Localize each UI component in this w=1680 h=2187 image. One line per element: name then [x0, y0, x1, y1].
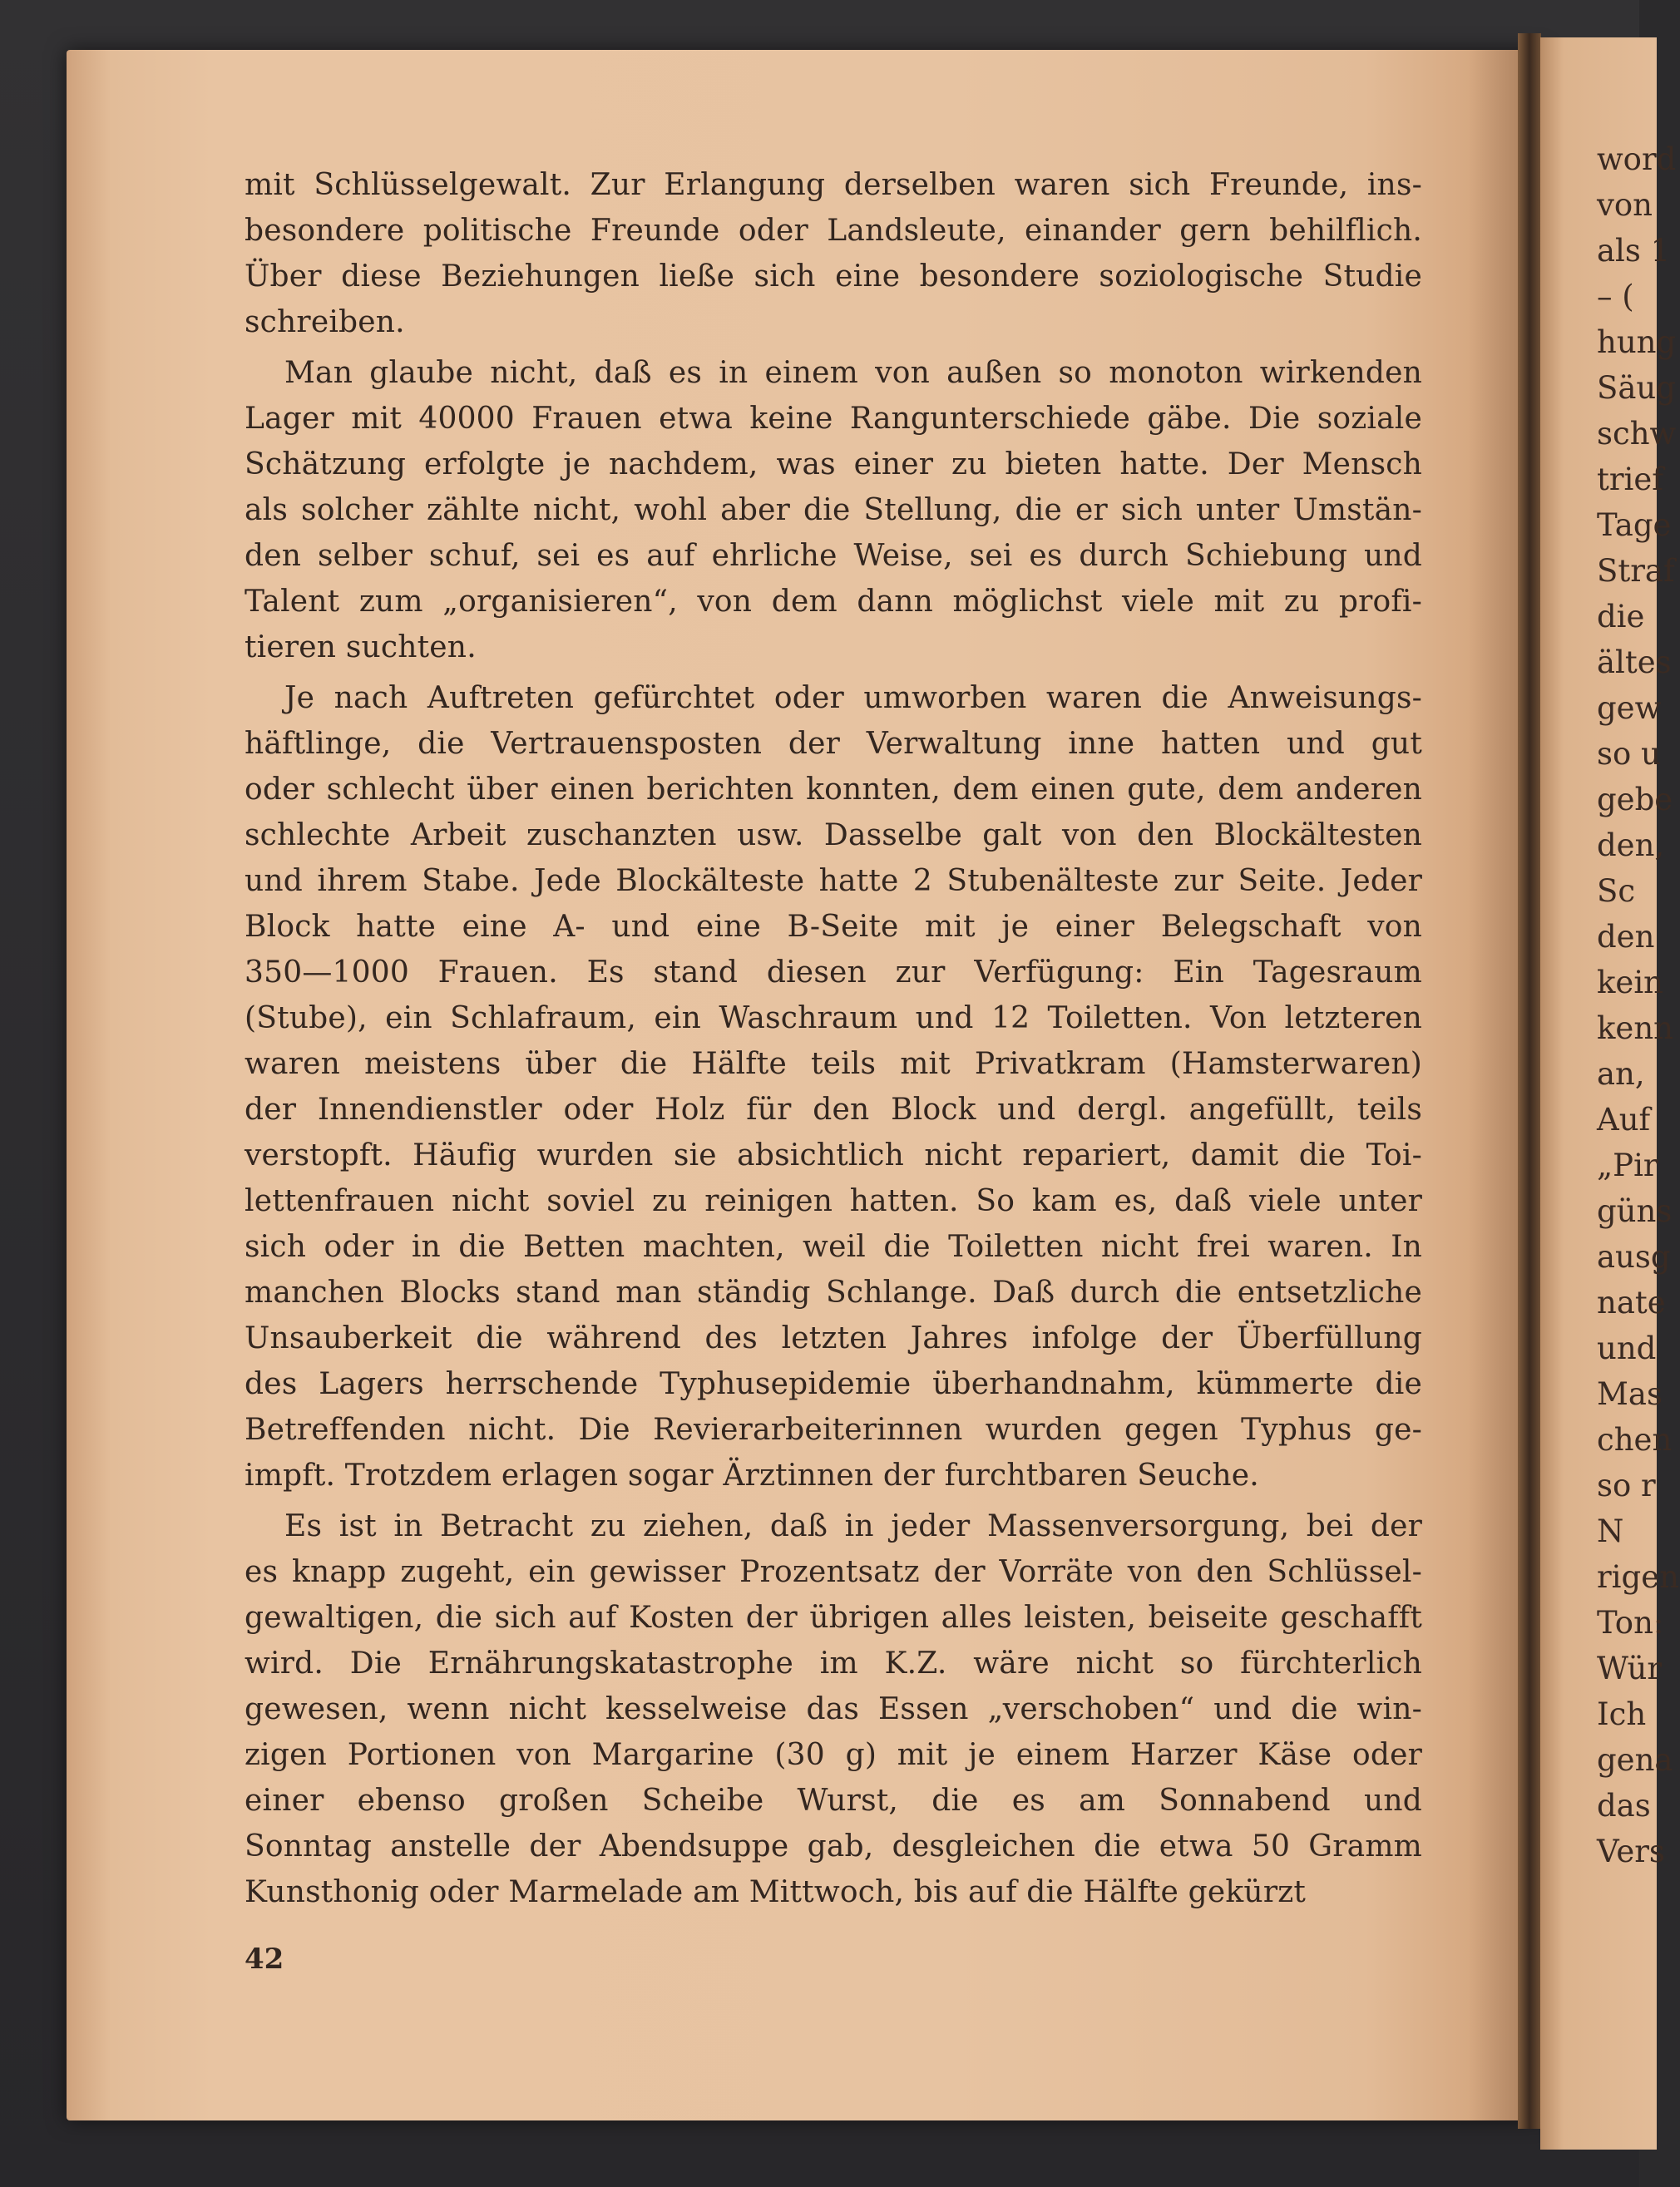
right-page-fragment: und: [1597, 1330, 1657, 1366]
right-page-fragment: hung: [1597, 324, 1677, 360]
text-line: und ihrem Stabe. Jede Blockälteste hatte 2 Stubenälteste zur Seite. Jeder: [245, 864, 1422, 898]
paragraph: [245, 162, 1422, 345]
right-page-fragment: nate: [1597, 1285, 1666, 1321]
right-page-fragment: von: [1597, 187, 1653, 223]
text-line: (Stube), ein Schlafraum, ein Waschraum und 12 Toiletten. Von letzteren: [245, 1001, 1422, 1035]
text-line: sich oder in die Betten machten, weil die Toiletten nicht frei waren. In: [245, 1230, 1422, 1264]
right-page-fragment: Säug: [1597, 370, 1676, 406]
text-line: gewesen, wenn nicht kesselweise das Essen „verschoben“ und die win-: [245, 1692, 1422, 1726]
right-page-fragment: Ton:: [1597, 1605, 1664, 1641]
text-line: als solcher zählte nicht, wohl aber die Stellung, die er sich unter Umstän-: [245, 493, 1422, 527]
paragraph: [245, 675, 1422, 1498]
text-line: Schätzung erfolgte je nachdem, was einer zu bieten hatte. Der Mensch: [245, 447, 1422, 481]
right-page-fragment: Straf: [1597, 553, 1675, 589]
text-line: waren meistens über die Hälfte teils mit Privatkram (Hamsterwaren): [245, 1047, 1422, 1081]
text-line: gewaltigen, die sich auf Kosten der übrigen alles leisten, beiseite geschafft: [245, 1601, 1422, 1635]
right-page-fragment: Ich: [1597, 1696, 1647, 1732]
paragraph: [245, 350, 1422, 670]
right-page-fragment: word: [1597, 141, 1677, 177]
page-number: 42: [245, 1943, 284, 1976]
right-page-fragment: so r: [1597, 1468, 1656, 1503]
book-gutter: [1518, 33, 1541, 2129]
text-line: Man glaube nicht, daß es in einem von außen so monoton wirkenden: [284, 356, 1422, 390]
right-page-fragment: gew: [1597, 690, 1662, 726]
text-line: Kunsthonig oder Marmelade am Mittwoch, bis auf die Hälfte gekürzt: [245, 1875, 1307, 1909]
right-page-fragment: kein: [1597, 965, 1663, 1000]
text-line: zigen Portionen von Margarine (30 g) mit je einem Harzer Käse oder: [245, 1738, 1422, 1772]
text-line: der Innendienstler oder Holz für den Block und dergl. angefüllt, teils: [245, 1093, 1422, 1127]
text-line: impft. Trotzdem erlagen sogar Ärztinnen der furchtbaren Seuche.: [245, 1459, 1259, 1493]
right-page-fragment: Tage: [1597, 507, 1672, 543]
right-page-fragment: ausg: [1597, 1239, 1671, 1275]
text-line: 350—1000 Frauen. Es stand diesen zur Verfügung: Ein Tagesraum: [245, 955, 1422, 990]
text-line: verstopft. Häufig wurden sie absichtlich nicht repariert, damit die Toi-: [245, 1138, 1422, 1172]
text-line: häftlinge, die Vertrauensposten der Verwaltung inne hatten und gut: [245, 727, 1422, 761]
right-page-fragment: gena: [1597, 1742, 1673, 1778]
text-line: Es ist in Betracht zu ziehen, daß in jeder Massenversorgung, bei der: [284, 1509, 1422, 1543]
text-line: schlechte Arbeit zuschanzten usw. Dasselbe galt von den Blockältesten: [245, 818, 1422, 852]
text-line: einer ebenso großen Scheibe Wurst, die es am Sonnabend und: [245, 1784, 1422, 1818]
right-page-edge: [1540, 37, 1679, 2150]
right-page-fragment: rigen: [1597, 1559, 1679, 1595]
right-page-fragment: den: [1597, 919, 1655, 955]
right-page-fragment: güns: [1597, 1193, 1673, 1229]
right-page-fragment: „Pir: [1597, 1148, 1658, 1183]
text-line: wird. Die Ernährungskatastrophe im K.Z. wäre nicht so fürchterlich: [245, 1646, 1422, 1681]
text-line: den selber schuf, sei es auf ehrliche Weise, sei es durch Schiebung und: [245, 539, 1422, 573]
text-line: tieren suchten.: [245, 630, 477, 664]
text-line: schreiben.: [245, 305, 405, 339]
text-line: manchen Blocks stand man ständig Schlange. Daß durch die entsetzliche: [245, 1276, 1422, 1310]
text-line: Unsauberkeit die während des letzten Jahres infolge der Überfüllung: [245, 1321, 1422, 1355]
text-line: oder schlecht über einen berichten konnten, dem einen gute, dem anderen: [245, 773, 1422, 807]
right-page-fragment: die: [1597, 599, 1645, 634]
paragraph: [245, 1503, 1422, 1915]
right-page-fragment: trief: [1597, 462, 1663, 497]
right-page-fragment: so u: [1597, 736, 1661, 772]
right-page-fragment: als 1: [1597, 233, 1671, 269]
right-page-fragment: den,: [1597, 827, 1665, 863]
text-line: Sonntag anstelle der Abendsuppe gab, desgleichen die etwa 50 Gramm: [245, 1829, 1422, 1864]
text-line: Block hatte eine A- und eine B-Seite mit je einer Belegschaft von: [245, 910, 1422, 944]
right-page-fragment: Vers: [1597, 1834, 1665, 1869]
text-line: des Lagers herrschende Typhusepidemie überhandnahm, kümmerte die: [245, 1367, 1422, 1401]
right-page-fragment: N: [1597, 1513, 1624, 1549]
page-body-text: [245, 162, 1422, 1915]
right-page-fragment: Auf: [1597, 1102, 1651, 1138]
right-page-fragment: Wür: [1597, 1651, 1663, 1686]
right-page-fragment: schw: [1597, 416, 1677, 452]
text-line: Talent zum „organisieren“, von dem dann möglichst viele mit zu profi-: [245, 585, 1422, 619]
right-page-fragment: Mas: [1597, 1376, 1663, 1412]
right-page-fragment: Sc: [1597, 873, 1636, 909]
text-line: Je nach Auftreten gefürchtet oder umworben waren die Anweisungs-: [284, 681, 1422, 715]
text-line: mit Schlüsselgewalt. Zur Erlangung derselben waren sich Freunde, ins-: [245, 168, 1422, 202]
right-page-fragment: chen: [1597, 1422, 1673, 1458]
text-line: Betreffenden nicht. Die Revierarbeiterinnen wurden gegen Typhus ge-: [245, 1413, 1422, 1447]
right-page-fragment: an,: [1597, 1056, 1645, 1092]
text-line: besondere politische Freunde oder Landsleute, einander gern behilflich.: [245, 214, 1422, 248]
right-page-fragment: kenn: [1597, 1010, 1673, 1046]
text-line: Lager mit 40000 Frauen etwa keine Rangunterschiede gäbe. Die soziale: [245, 402, 1422, 436]
right-page-fragment: das: [1597, 1788, 1651, 1824]
text-line: Über diese Beziehungen ließe sich eine besondere soziologische Studie: [245, 259, 1422, 294]
text-line: es knapp zugeht, ein gewisser Prozentsatz der Vorräte von den Schlüssel-: [245, 1555, 1422, 1589]
right-page-fragment: gebe: [1597, 782, 1673, 817]
right-page-fragment: – (: [1597, 279, 1634, 314]
text-line: lettenfrauen nicht soviel zu reinigen hatten. So kam es, daß viele unter: [245, 1184, 1422, 1218]
right-page-fragment: ältes: [1597, 644, 1672, 680]
